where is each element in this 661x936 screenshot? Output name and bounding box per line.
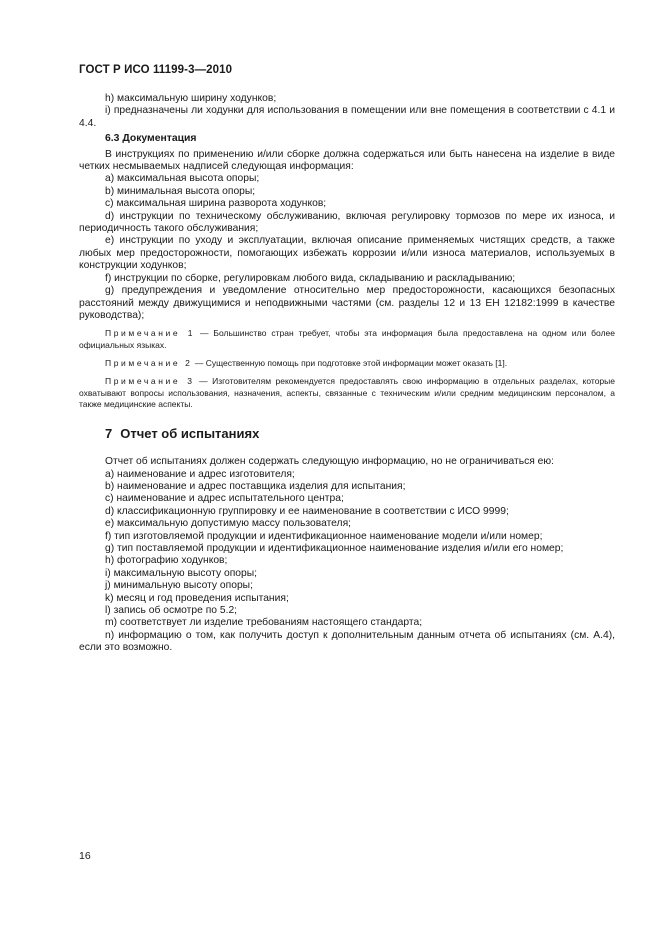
section-6-3-intro: В инструкциях по применению и/или сборке должна содержаться или быть нанесена на изделие в виде четких несмываемых надписей следующая информация: xyxy=(79,148,615,173)
doc-item-f: f) инструкции по сборке, регулировкам любого вида, складыванию и раскладыванию; xyxy=(105,272,516,284)
section-7-heading xyxy=(79,426,615,442)
note-1-label: Примечание 1 xyxy=(105,328,196,339)
doc-item-e: e) инструкции по уходу и эксплуатации, включая описание применяемых чистящих средств, а также любых мер предосторожности, помогающих избежать коррозии и/или износа материалов, используемых в конструкции ходунков; xyxy=(79,235,615,272)
doc-item-c: c) максимальная ширина разворота ходунков; xyxy=(105,198,327,210)
doc-item-b: b) минимальная высота опоры; xyxy=(105,185,256,197)
list-item-h: h) максимальную ширину ходунков; xyxy=(105,93,277,104)
note-2-label: Примечание 2 xyxy=(105,357,193,368)
report-item-i: i) максимальную высоту опоры; xyxy=(105,567,257,579)
doc-item-d: d) инструкции по техническому обслуживанию, включая регулировку тормозов по мере их износа, и периодичность такого обслуживания; xyxy=(79,210,615,235)
report-item-f: f) тип изготовляемой продукции и идентификационное наименование модели и/или номер; xyxy=(105,530,543,542)
section-7-intro: Отчет об испытаниях должен содержать следующую информацию, но не ограничиваться ею: xyxy=(105,456,554,468)
report-item-g: g) тип поставляемой продукции и идентификационное наименование изделия и/или его номер; xyxy=(105,542,564,554)
report-item-b: b) наименование и адрес поставщика изделия для испытания; xyxy=(105,480,406,492)
doc-item-g: g) предупреждения и уведомление относительно мер предосторожности, касающихся безопасных расстояний между движущимися и неподвижными частями (см. разделы 12 и 13 ЕН 12182:1999 в качестве руководства); xyxy=(79,285,615,321)
report-item-e: e) максимальную допустимую массу пользователя; xyxy=(105,518,352,530)
report-item-m: m) соответствует ли изделие требованиям настоящего стандарта; xyxy=(105,617,423,629)
section-6-3-heading: 6.3 Документация xyxy=(105,133,197,145)
note-2-text: — Существенную помощь при подготовке этой информации может оказать [1]. xyxy=(192,357,508,368)
document-body xyxy=(79,93,615,655)
list-item-i: i) предназначены ли ходунки для использования в помещении или вне помещения в соответствии с 4.1 и 4.4. xyxy=(79,105,615,129)
note-1 xyxy=(79,328,615,352)
section-7-number: 7 xyxy=(105,426,113,442)
report-item-n: n) информацию о том, как получить доступ к дополнительным данным отчета об испытаниях (см. А.4), если это возможно. xyxy=(79,629,615,654)
report-item-d: d) классификационную группировку и ее наименование в соответствии с ИСО 9999; xyxy=(105,505,509,517)
report-item-k: k) месяц и год проведения испытания; xyxy=(105,592,289,604)
doc-item-a: a) максимальная высота опоры; xyxy=(105,173,260,185)
note-2 xyxy=(79,358,615,370)
report-item-h: h) фотографию ходунков; xyxy=(105,555,228,567)
section-7-title: Отчет об испытаниях xyxy=(120,426,260,442)
page-number: 16 xyxy=(79,850,91,862)
note-3-label: Примечание 3 xyxy=(105,375,195,386)
report-item-a: a) наименование и адрес изготовителя; xyxy=(105,468,295,480)
notes-block xyxy=(79,328,615,411)
note-1-text: — Большинство стран требует, чтобы эта информация была предоставлена на одном или более официальных языках. xyxy=(79,328,615,351)
note-3 xyxy=(79,376,615,411)
note-3-text: — Изготовителям рекомендуется предоставлять свою информацию в отдельных разделах, которые охватывают вопросы использования, назначения, аспекты, связанные с техническим и/или средним медицинским персоналом, а также медицинские аспекты. xyxy=(79,375,615,410)
report-item-c: c) наименование и адрес испытательного центра; xyxy=(105,493,344,505)
document-header: ГОСТ Р ИСО 11199-3—2010 xyxy=(79,64,233,76)
report-item-j: j) минимальную высоту опоры; xyxy=(105,580,253,592)
report-item-l: l) запись об осмотре по 5.2; xyxy=(105,604,238,616)
